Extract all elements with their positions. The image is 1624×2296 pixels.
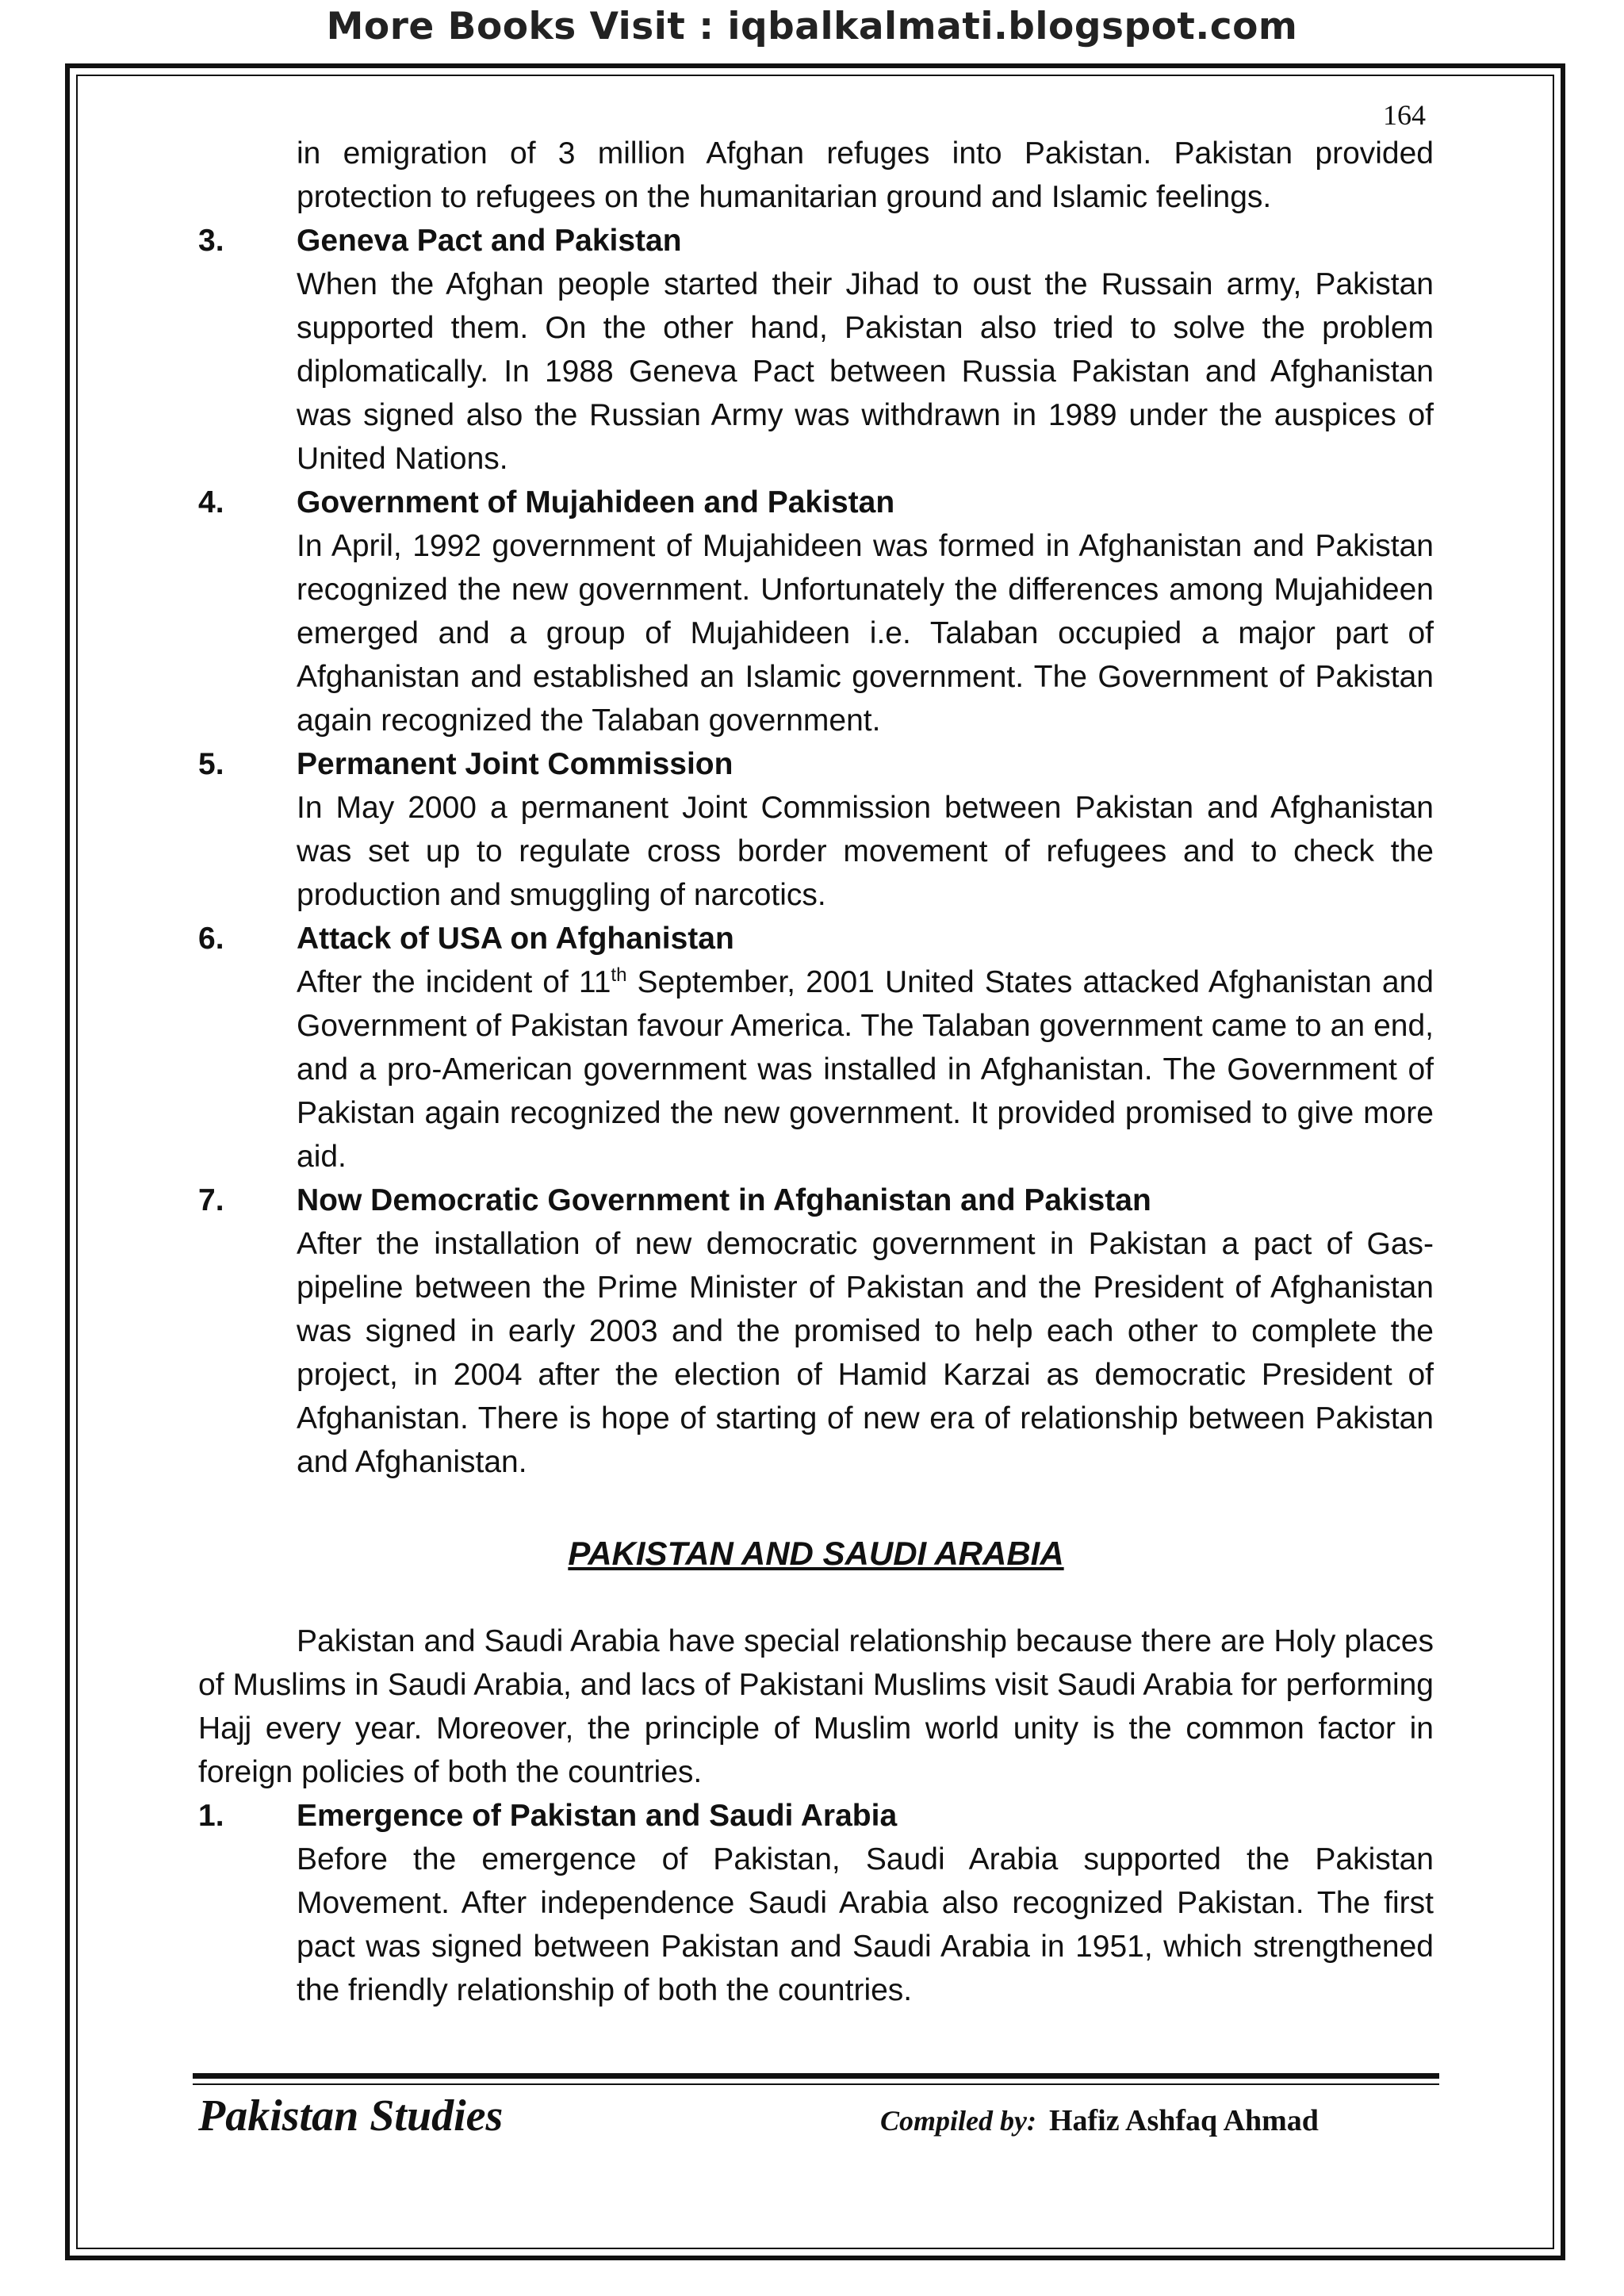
item-body: In April, 1992 government of Mujahideen was formed in Afghanistan and Pakistan recognized the new government. Unfortunately the differences among Mujahideen emerged and a group of Mujahideen i.e. Talaban occupied a major part of Afghanistan and established an Islamic government. The Government of Pakistan again recognized the Talaban government. [297, 529, 1434, 738]
item-heading [198, 1794, 1434, 1838]
intro-paragraph: Pakistan and Saudi Arabia have special relationship because there are Holy places of Muslims in Saudi Arabia, and lacs of Pakistani Muslims visit Saudi Arabia for performing Hajj every year. Moreover, the principle of Muslim world unity is the common factor in foreign policies of both the countries. [198, 1624, 1434, 1789]
item-heading [198, 742, 1434, 786]
item-number: 1. [198, 1799, 224, 1833]
item-number: 6. [198, 922, 224, 956]
item-body [297, 960, 1434, 1179]
site-banner: More Books Visit : iqbalkalmati.blogspot.com [326, 5, 1298, 48]
footer-rule-thick [193, 2073, 1439, 2079]
item-number: 7. [198, 1183, 224, 1217]
saudi-item-1 [198, 1794, 1434, 2012]
afghan-item-3 [198, 219, 1434, 481]
item-heading [198, 481, 1434, 524]
item-body: In May 2000 a permanent Joint Commission between Pakistan and Afghanistan was set up to regulate cross border movement of refugees and to check the production and smuggling of narcotics. [297, 791, 1434, 912]
item-title: Geneva Pact and Pakistan [297, 224, 682, 258]
section-heading: PAKISTAN AND SAUDI ARABIA [568, 1535, 1064, 1572]
page-number: 164 [1383, 99, 1426, 131]
item-number: 5. [198, 747, 224, 781]
body-text-start: After the incident of 11 [297, 965, 611, 999]
item-title: Government of Mujahideen and Pakistan [297, 485, 895, 519]
item-title: Emergence of Pakistan and Saudi Arabia [297, 1799, 898, 1833]
compiled-by-label: Compiled by: [880, 2105, 1036, 2137]
item-number: 3. [198, 224, 224, 258]
compiler-name: Hafiz Ashfaq Ahmad [1048, 2104, 1319, 2137]
item-body: When the Afghan people started their Jihad to oust the Russain army, Pakistan supported them. On the other hand, Pakistan also tried to solve the problem diplomatically. In 1988 Geneva Pact between Russia Pakistan and Afghanistan was signed also the Russian Army was withdrawn in 1989 under the auspices of United Nations. [297, 267, 1434, 476]
item-number: 4. [198, 485, 224, 519]
item-heading [198, 1179, 1434, 1222]
item-body: After the installation of new democratic government in Pakistan a pact of Gas-pipeline between the Prime Minister of Pakistan and the President of Afghanistan was signed in early 2003 and the promised to help each other to complete the project, in 2004 after the election of Hamid Karzai as democratic President of Afghanistan. There is hope of starting of new era of relationship between Pakistan and Afghanistan. [297, 1227, 1434, 1479]
afghan-item-7 [198, 1179, 1434, 1484]
afghan-item-4 [198, 481, 1434, 742]
item-title: Now Democratic Government in Afghanistan and Pakistan [297, 1183, 1151, 1217]
item-heading [198, 917, 1434, 960]
continuation-paragraph: in emigration of 3 million Afghan refuges into Pakistan. Pakistan provided protection to refugees on the humanitarian ground and Islamic feelings. [297, 136, 1434, 214]
ordinal-suffix: th [611, 964, 627, 986]
item-heading [198, 219, 1434, 263]
afghan-item-6 [198, 917, 1434, 1179]
item-title: Permanent Joint Commission [297, 747, 733, 781]
page-content [198, 132, 1434, 2012]
item-title: Attack of USA on Afghanistan [297, 922, 734, 956]
item-body: Before the emergence of Pakistan, Saudi Arabia supported the Pakistan Movement. After independence Saudi Arabia also recognized Pakistan. The first pact was signed between Pakistan and Saudi Arabia in 1951, which strengthened the friendly relationship of both the countries. [297, 1842, 1434, 2007]
afghan-item-5 [198, 742, 1434, 917]
footer-credit [880, 2103, 1319, 2138]
footer-book-title: Pakistan Studies [198, 2091, 504, 2141]
body-text-rest: September, 2001 United States attacked Afghanistan and Government of Pakistan favour America. The Talaban government came to an end, and a pro-American government was installed in Afghanistan. The Government of Pakistan again recognized the new government. It provided promised to give more aid. [297, 965, 1434, 1174]
footer-rule-thin [193, 2083, 1439, 2085]
